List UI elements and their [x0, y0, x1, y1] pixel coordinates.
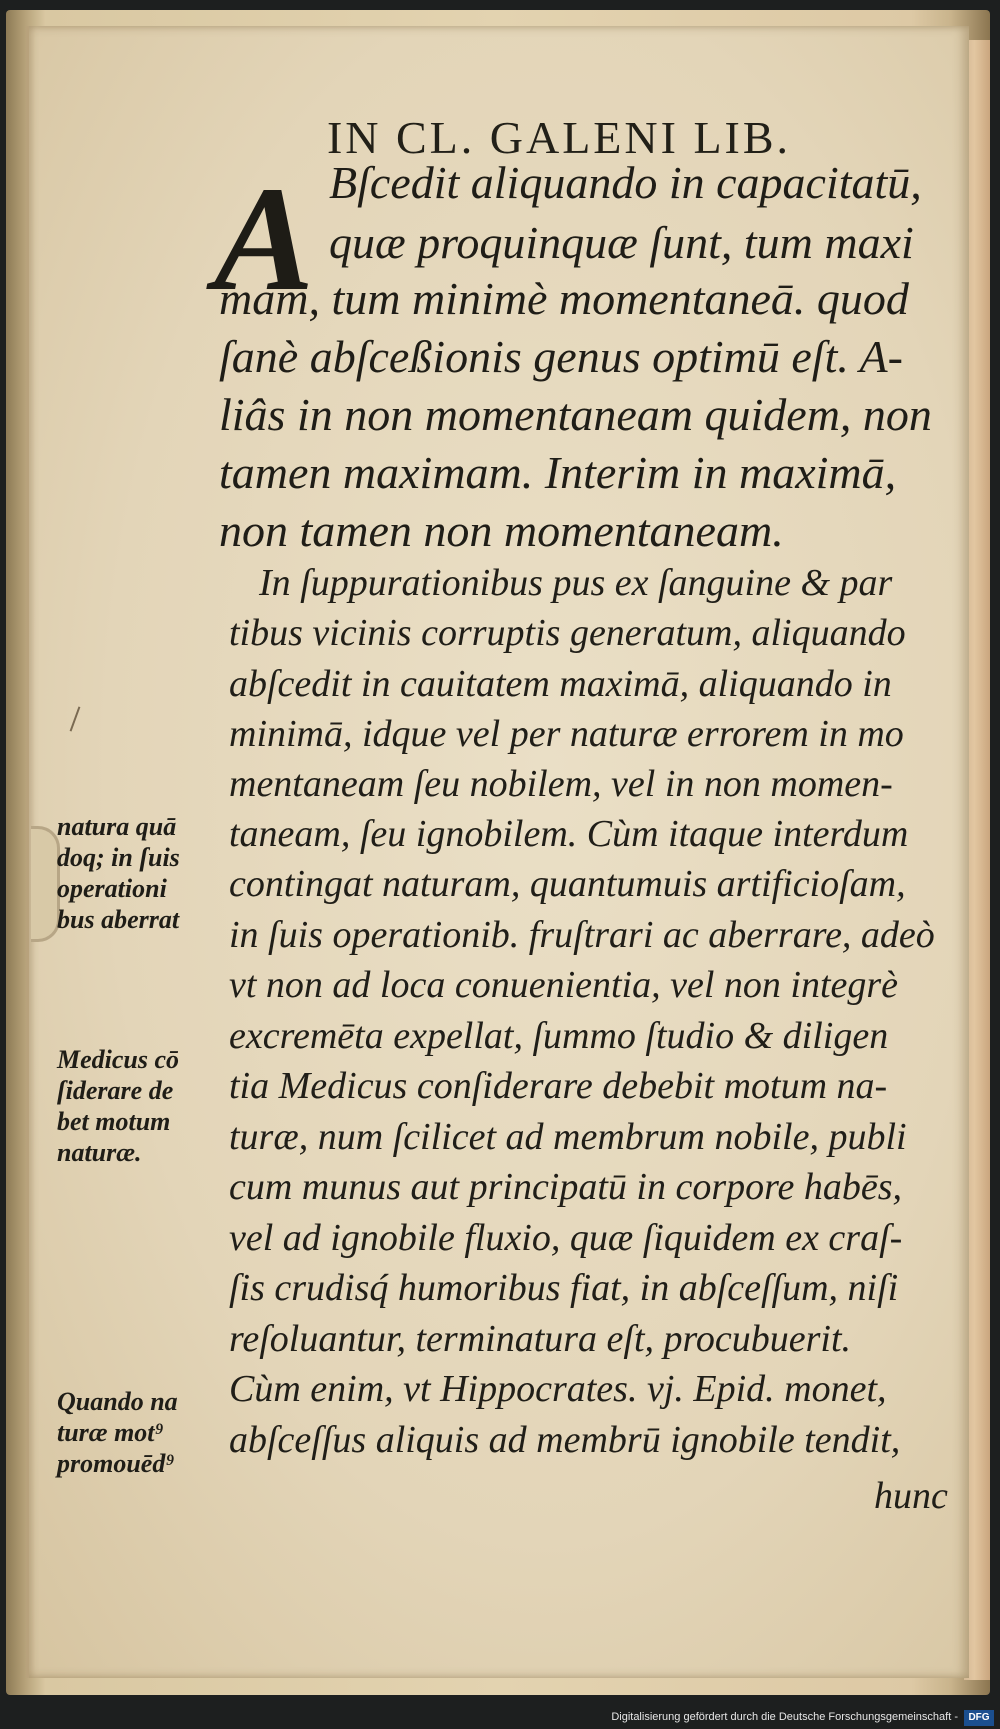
- lead-line: liâs in non momentaneam quidem, non: [219, 389, 932, 440]
- body-line: ſis crudisq́ humoribus fiat, in abſceſſum, niſi: [229, 1267, 899, 1309]
- body-line: cum munus aut principatū in corpore habēs,: [229, 1166, 903, 1208]
- margin-mark: [70, 706, 81, 731]
- body-line: contingat naturam, quantumuis artificioſam,: [229, 863, 906, 905]
- clasp-decoration: [31, 826, 60, 942]
- dfg-logo: DFG: [964, 1710, 994, 1726]
- lead-line: mam, tum minimè momentaneā. quod: [219, 273, 909, 324]
- margin-note: Medicus cō ſiderare de bet motum naturæ.: [57, 1045, 180, 1167]
- lead-line: non tamen non momentaneam.: [219, 505, 784, 556]
- body-line: turæ, num ſcilicet ad membrum nobile, publi: [229, 1116, 907, 1158]
- body-line: tibus vicinis corruptis generatum, aliquando: [229, 612, 906, 654]
- body-line: tia Medicus conſiderare debebit motum na-: [229, 1065, 888, 1107]
- margin-note: Quando na turæ mot⁹ promouēd⁹: [57, 1387, 178, 1478]
- body-line: reſoluantur, terminatura eſt, procubuerit.: [229, 1318, 852, 1360]
- drop-cap: A: [214, 156, 315, 322]
- lead-line: tamen maximam. Interim in maximā,: [219, 447, 897, 498]
- funding-credit: Digitalisierung gefördert durch die Deutsche Forschungsgemeinschaft -: [611, 1711, 958, 1723]
- body-line: In ſuppurationibus pus ex ſanguine & par: [259, 562, 893, 604]
- catchword: hunc: [874, 1475, 948, 1517]
- margin-note: natura quā doq; in ſuis operationi bus aberrat: [57, 812, 180, 934]
- body-line: vt non ad loca conuenientia, vel non integrè: [229, 964, 899, 1006]
- body-line: taneam, ſeu ignobilem. Cùm itaque interdum: [229, 813, 909, 855]
- body-line: abſcedit in cauitatem maximā, aliquando in: [229, 663, 892, 705]
- body-line: in ſuis operationib. fruſtrari ac aberrare, adeò: [229, 914, 935, 956]
- lead-line: ſanè abſceßionis genus optimū eſt. A-: [219, 331, 903, 382]
- body-line: Cùm enim, vt Hippocrates. vj. Epid. monet,: [229, 1368, 887, 1410]
- book-page: [26, 26, 969, 1678]
- body-line: minimā, idque vel per naturæ errorem in mo: [229, 713, 904, 755]
- body-line: mentaneam ſeu nobilem, vel in non momen-: [229, 763, 893, 805]
- body-line: abſceſſus aliquis ad membrū ignobile tendit,: [229, 1419, 901, 1461]
- body-line: vel ad ignobile fluxio, quæ ſiquidem ex craſ-: [229, 1217, 903, 1259]
- lead-line: Bſcedit aliquando in capacitatū,: [329, 157, 922, 208]
- body-line: excremēta expellat, ſummo ſtudio & diligen: [229, 1015, 889, 1057]
- lead-line: quæ proquinquæ ſunt, tum maxi: [329, 217, 914, 268]
- running-head: IN CL. GALENI LIB.: [326, 112, 792, 163]
